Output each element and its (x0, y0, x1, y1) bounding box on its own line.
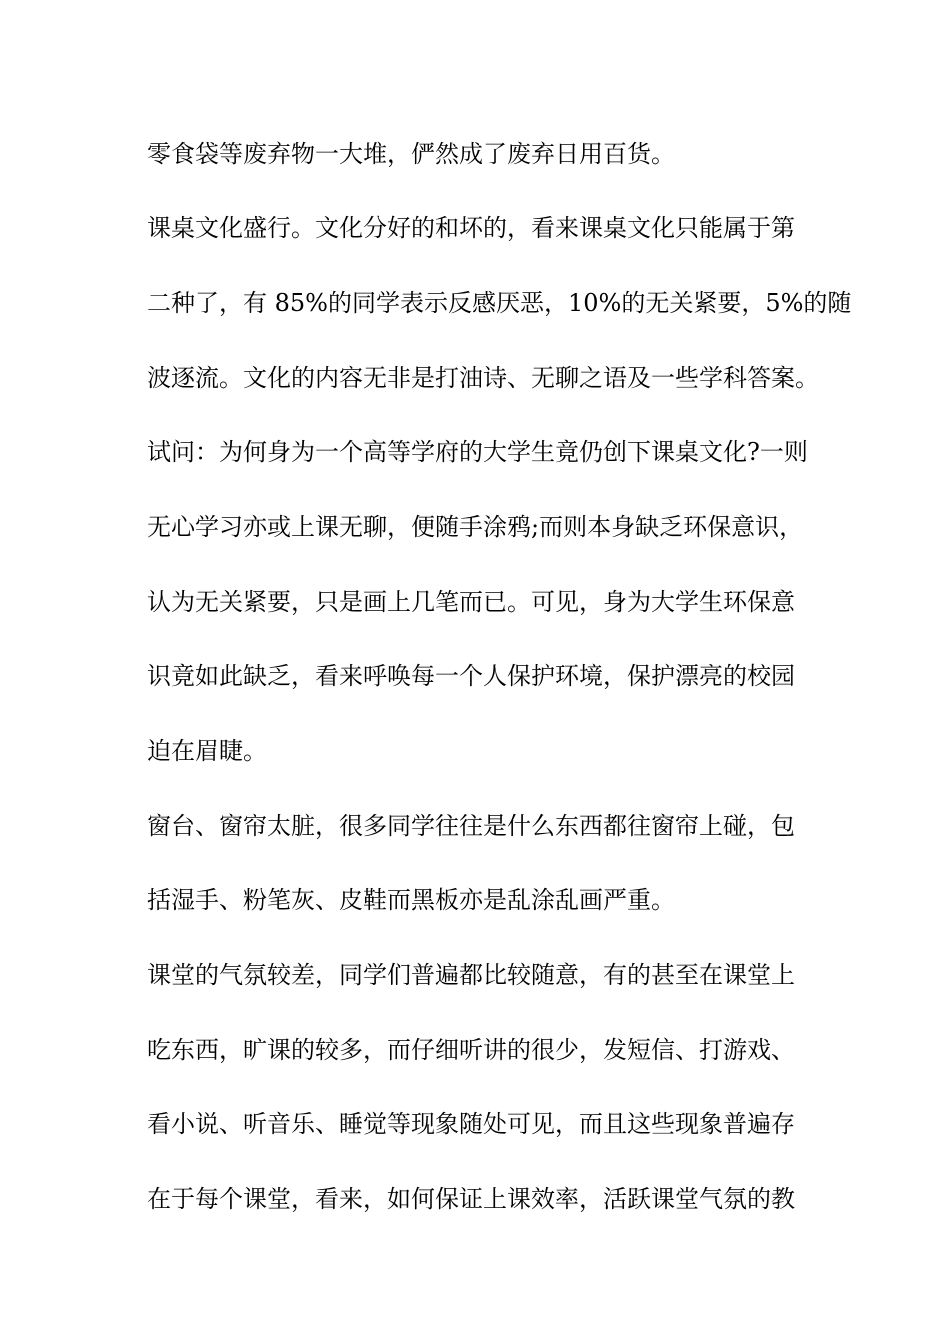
text-line: 吃东西，旷课的较多，而仔细听讲的很少，发短信、打游戏、 (147, 1036, 795, 1064)
text-line: 课堂的气氛较差，同学们普遍都比较随意，有的甚至在课堂上 (147, 961, 795, 989)
text-line: 认为无关紧要，只是画上几笔而已。可见，身为大学生环保意 (147, 588, 795, 616)
text-line: 识竟如此缺乏，看来呼唤每一个人保护环境，保护漂亮的校园 (147, 662, 795, 690)
text-line: 波逐流。文化的内容无非是打油诗、无聊之语及一些学科答案。 (147, 364, 819, 392)
text-line: 窗台、窗帘太脏，很多同学往往是什么东西都往窗帘上碰，包 (147, 812, 795, 840)
text-line: 在于每个课堂，看来，如何保证上课效率，活跃课堂气氛的教 (147, 1185, 795, 1213)
text-line: 零食袋等废弃物一大堆，俨然成了废弃日用百货。 (147, 140, 675, 168)
text-line: 括湿手、粉笔灰、皮鞋而黑板亦是乱涂乱画严重。 (147, 886, 675, 914)
text-line: 试问：为何身为一个高等学府的大学生竟仍创下课桌文化?一则 (147, 438, 808, 466)
text-line: 课桌文化盛行。文化分好的和坏的，看来课桌文化只能属于第 (147, 214, 795, 242)
text-line: 无心学习亦或上课无聊，便随手涂鸦;而则本身缺乏环保意识， (147, 513, 804, 541)
text-line: 二种了，有 85%的同学表示反感厌恶，10%的无关紧要，5%的随 (147, 289, 852, 317)
text-line: 看小说、听音乐、睡觉等现象随处可见，而且这些现象普遍存 (147, 1110, 795, 1138)
text-line: 迫在眉睫。 (147, 737, 267, 765)
